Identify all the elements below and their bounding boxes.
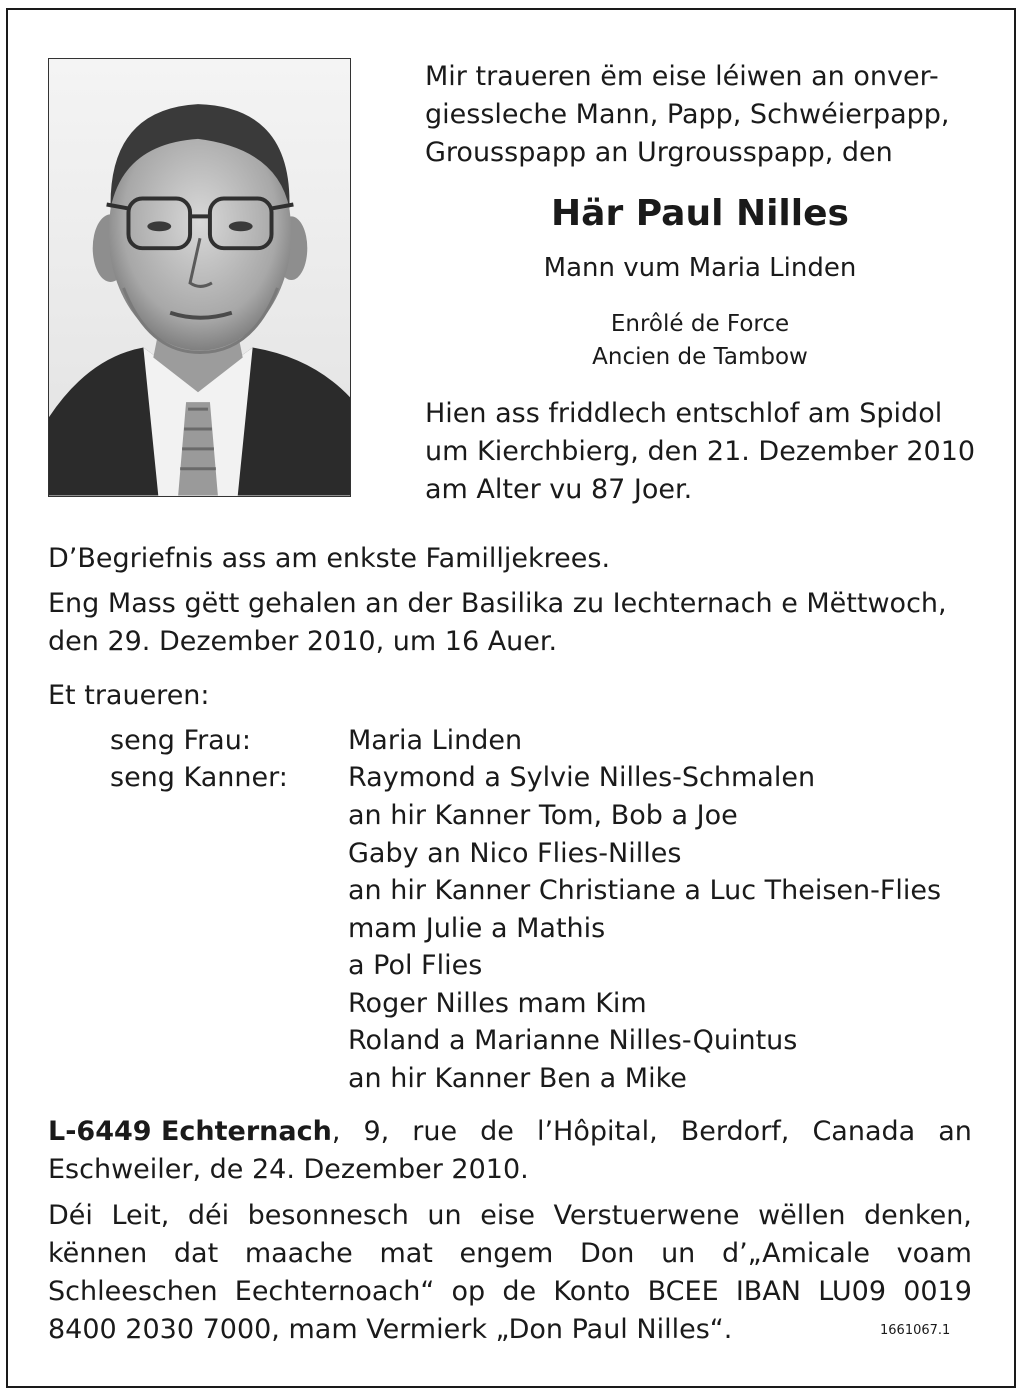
donation-word: déi <box>187 1200 230 1231</box>
burial-text: D’Begriefnis ass am enkste Familljekrees. <box>48 543 611 574</box>
address-word: Canada <box>812 1116 916 1147</box>
donation-word: Eechternoach“ <box>234 1276 435 1307</box>
address-word: 9, <box>363 1116 390 1147</box>
donation-word: un <box>427 1200 462 1231</box>
donation-word: denken, <box>864 1200 972 1231</box>
donation-word: de <box>502 1276 537 1307</box>
death-line: um Kierchbierg, den 21. Dezember 2010 <box>425 436 976 467</box>
child-entry: Roger Nilles mam Kim <box>348 988 647 1019</box>
donation-word: wëllen <box>758 1200 846 1231</box>
children-label: seng Kanner: <box>110 762 288 793</box>
donation-word: Don <box>579 1238 635 1269</box>
donation-word: un <box>661 1238 696 1269</box>
reference-number: 1661067.1 <box>880 1323 951 1338</box>
donation-word: engem <box>459 1238 554 1269</box>
donation-word: besonnesch <box>247 1200 409 1231</box>
child-entry: an hir Kanner Ben a Mike <box>348 1063 687 1094</box>
address-place-group <box>48 1113 340 1151</box>
portrait-illustration <box>49 59 350 496</box>
title-line: Ancien de Tambow <box>592 344 808 370</box>
address-line-2: Eschweiler, de 24. Dezember 2010. <box>48 1154 529 1185</box>
honor-titles <box>425 308 975 374</box>
child-entry: Raymond a Sylvie Nilles-Schmalen <box>348 762 816 793</box>
donation-word: Leit, <box>111 1200 170 1231</box>
donation-word: IBAN <box>735 1276 801 1307</box>
address-word: l’Hôpital, <box>536 1116 658 1147</box>
address-block <box>48 1113 972 1189</box>
portrait-photo <box>48 58 351 497</box>
donation-line <box>48 1273 972 1311</box>
child-entry: Gaby an Nico Flies-Nilles <box>348 838 682 869</box>
address-word: , <box>331 1116 341 1147</box>
donation-word: mat <box>379 1238 433 1269</box>
donation-word: Konto <box>553 1276 631 1307</box>
intro-line: Mir traueren ëm eise léiwen an onver- <box>425 61 939 92</box>
donation-word: d’„Amicale <box>721 1238 870 1269</box>
donation-word: dat <box>173 1238 219 1269</box>
wife-name: Maria Linden <box>348 725 523 756</box>
donation-last-line: 8400 2030 7000, mam Vermierk „Don Paul Nilles“. <box>48 1314 733 1345</box>
donation-line <box>48 1235 972 1273</box>
donation-word: op <box>451 1276 486 1307</box>
address-word: Berdorf, <box>680 1116 790 1147</box>
intro-line: giessleche Mann, Papp, Schwéierpapp, <box>425 99 950 130</box>
mourners-heading: Et traueren: <box>48 680 210 711</box>
address-word: rue <box>412 1116 458 1147</box>
donation-word: 0019 <box>903 1276 972 1307</box>
address-word: an <box>938 1116 972 1147</box>
spouse-line: Mann vum Maria Linden <box>543 253 857 283</box>
child-entry: a Pol Flies <box>348 950 483 981</box>
donation-word: kënnen <box>48 1238 148 1269</box>
intro-text <box>425 58 985 172</box>
death-line: am Alter vu 87 Joer. <box>425 474 693 505</box>
mass-line: Eng Mass gëtt gehalen an der Basilika zu Iechternach e Mëttwoch, <box>48 588 947 619</box>
title-line: Enrôlé de Force <box>610 311 790 337</box>
donation-word: voam <box>896 1238 972 1269</box>
child-entry: an hir Kanner Tom, Bob a Joe <box>348 800 738 831</box>
mass-line: den 29. Dezember 2010, um 16 Auer. <box>48 626 558 657</box>
donation-word: Déi <box>48 1200 93 1231</box>
donation-word: maache <box>244 1238 353 1269</box>
donation-word: LU09 <box>818 1276 887 1307</box>
donation-word: BCEE <box>647 1276 719 1307</box>
address-place: L-6449 Echternach <box>48 1116 332 1147</box>
donation-word: Verstuerwene <box>553 1200 740 1231</box>
donation-word: Schleeschen <box>48 1276 218 1307</box>
deceased-name: Här Paul Nilles <box>551 193 849 234</box>
child-entry: an hir Kanner Christiane a Luc Theisen-Flies <box>348 875 942 906</box>
wife-label: seng Frau: <box>110 725 251 756</box>
donation-word: eise <box>480 1200 535 1231</box>
address-line <box>48 1113 972 1151</box>
child-entry: mam Julie a Mathis <box>348 913 606 944</box>
death-line: Hien ass friddlech entschlof am Spidol <box>425 398 943 429</box>
donation-line <box>48 1197 972 1235</box>
address-word: de <box>480 1116 514 1147</box>
child-entry: Roland a Marianne Nilles-Quintus <box>348 1025 798 1056</box>
death-notice <box>425 395 985 509</box>
donation-block <box>48 1197 972 1349</box>
intro-line: Grousspapp an Urgrousspapp, den <box>425 137 893 168</box>
